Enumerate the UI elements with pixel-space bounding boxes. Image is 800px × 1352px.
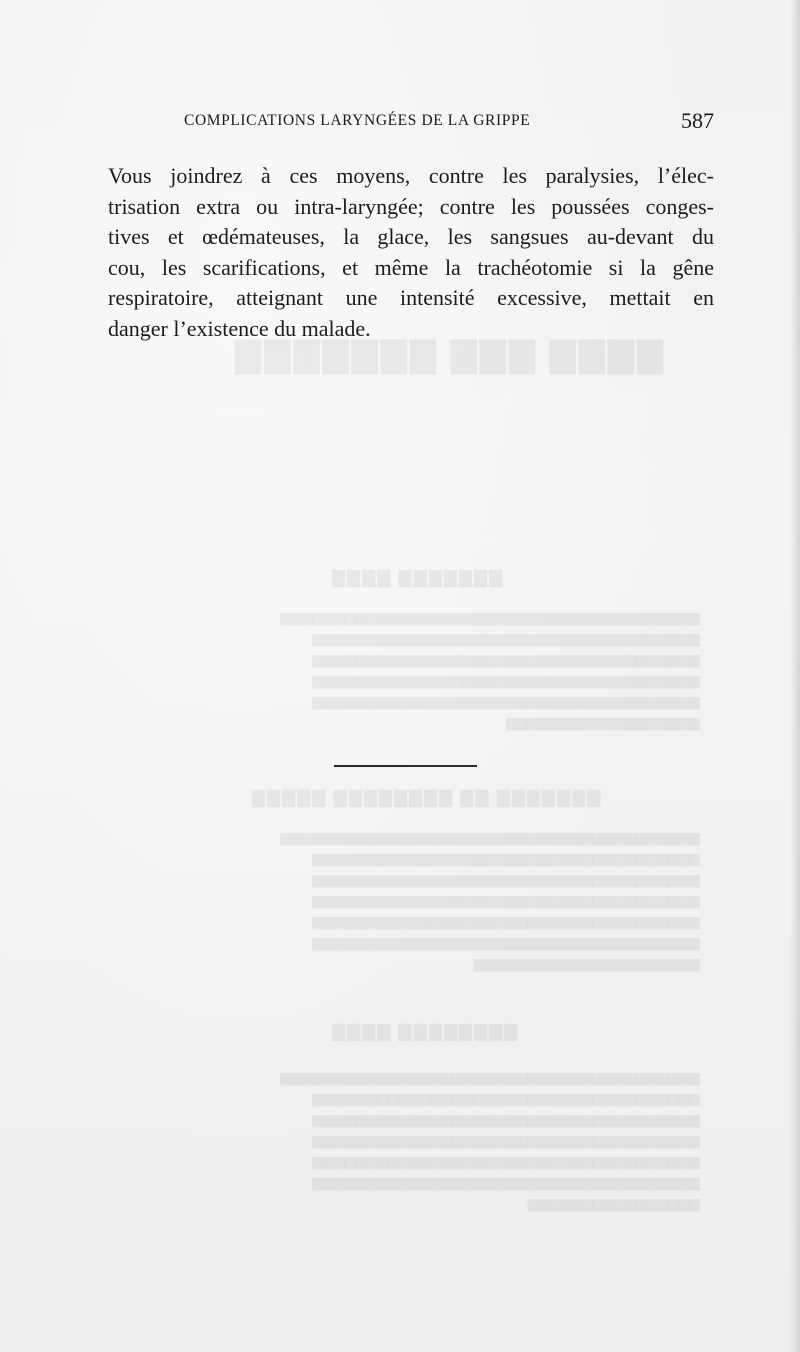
text-line: trisation extra ou intra-laryngée; contre les poussées conges-: [108, 193, 714, 219]
bleed-through-section-1: ▇▇▇▇▇▇▇ ▇▇▇▇: [330, 568, 503, 587]
bleed-through-section-3: ▇▇▇▇▇▇▇▇ ▇▇▇▇: [330, 1022, 518, 1041]
bleed-through-section-2: ▇▇▇▇▇▇▇ ▇▇ ▇▇▇▇▇▇▇▇ ▇▇▇▇▇: [250, 788, 601, 807]
bleed-through-block-2: ▆▆▆▆▆▆▆▆▆▆▆▆▆▆▆▆▆▆▆▆▆▆▆▆▆▆▆▆▆▆▆▆▆▆▆▆▆▆▆ ▆▆▆▆▆▆▆▆▆▆▆▆▆▆▆▆▆▆▆▆▆▆▆▆▆▆▆▆▆▆▆▆▆▆▆▆ ▆▆▆▆▆▆▆▆▆▆▆▆▆▆▆▆▆▆▆▆▆▆▆▆▆▆▆▆▆▆▆▆▆▆▆▆ ▆▆▆▆▆▆▆▆▆▆▆▆▆▆▆▆▆▆▆▆▆▆▆▆▆▆▆▆▆▆▆▆▆▆▆▆ ▆▆▆▆▆▆▆▆▆▆▆▆▆▆▆▆▆▆▆▆▆▆▆▆▆▆▆▆▆▆▆▆▆▆▆▆ ▆▆▆▆▆▆▆▆▆▆▆▆▆▆▆▆▆▆▆▆▆▆▆▆▆▆▆▆▆▆▆▆▆▆▆▆ ▆▆▆▆▆▆▆▆▆▆▆▆▆▆▆▆▆▆▆▆▆: [280, 831, 700, 972]
bleed-through-block-1: ▆▆▆▆▆▆▆▆▆▆▆▆▆▆▆▆▆▆▆▆▆▆▆▆▆▆▆▆▆▆▆▆▆▆▆▆▆▆▆ ▆▆▆▆▆▆▆▆▆▆▆▆▆▆▆▆▆▆▆▆▆▆▆▆▆▆▆▆▆▆▆▆▆▆▆▆ ▆▆▆▆▆▆▆▆▆▆▆▆▆▆▆▆▆▆▆▆▆▆▆▆▆▆▆▆▆▆▆▆▆▆▆▆ ▆▆▆▆▆▆▆▆▆▆▆▆▆▆▆▆▆▆▆▆▆▆▆▆▆▆▆▆▆▆▆▆▆▆▆▆ ▆▆▆▆▆▆▆▆▆▆▆▆▆▆▆▆▆▆▆▆▆▆▆▆▆▆▆▆▆▆▆▆▆▆▆▆ ▆▆▆▆▆▆▆▆▆▆▆▆▆▆▆▆▆▆: [280, 611, 700, 731]
page-edge-shadow: [790, 0, 800, 1352]
running-title: COMPLICATIONS LARYNGÉES DE LA GRIPPE: [184, 112, 531, 129]
paragraph: [108, 161, 714, 345]
text-line: Vous joindrez à ces moyens, contre les paralysies, l’élec-: [108, 163, 714, 188]
bleed-through-block-3: ▆▆▆▆▆▆▆▆▆▆▆▆▆▆▆▆▆▆▆▆▆▆▆▆▆▆▆▆▆▆▆▆▆▆▆▆▆▆▆ ▆▆▆▆▆▆▆▆▆▆▆▆▆▆▆▆▆▆▆▆▆▆▆▆▆▆▆▆▆▆▆▆▆▆▆▆ ▆▆▆▆▆▆▆▆▆▆▆▆▆▆▆▆▆▆▆▆▆▆▆▆▆▆▆▆▆▆▆▆▆▆▆▆ ▆▆▆▆▆▆▆▆▆▆▆▆▆▆▆▆▆▆▆▆▆▆▆▆▆▆▆▆▆▆▆▆▆▆▆▆ ▆▆▆▆▆▆▆▆▆▆▆▆▆▆▆▆▆▆▆▆▆▆▆▆▆▆▆▆▆▆▆▆▆▆▆▆ ▆▆▆▆▆▆▆▆▆▆▆▆▆▆▆▆▆▆▆▆▆▆▆▆▆▆▆▆▆▆▆▆▆▆▆▆ ▆▆▆▆▆▆▆▆▆▆▆▆▆▆▆▆: [280, 1071, 700, 1212]
end-of-chapter-rule: [334, 765, 477, 767]
text-line: cou, les scarifications, et même la trachéotomie si la gêne: [108, 254, 714, 280]
bleed-through-heading: ▇▇▇▇ ▇▇▇ ▇▇▇▇▇▇▇: [232, 337, 664, 374]
text-line: respiratoire, atteignant une intensité excessive, mettait en: [108, 285, 714, 311]
text-line: tives et œdémateuses, la glace, les sangsues au-devant du: [108, 224, 714, 250]
running-header: [108, 108, 714, 138]
text-line: danger l’existence du malade.: [108, 315, 371, 341]
page-number: 587: [681, 108, 714, 133]
